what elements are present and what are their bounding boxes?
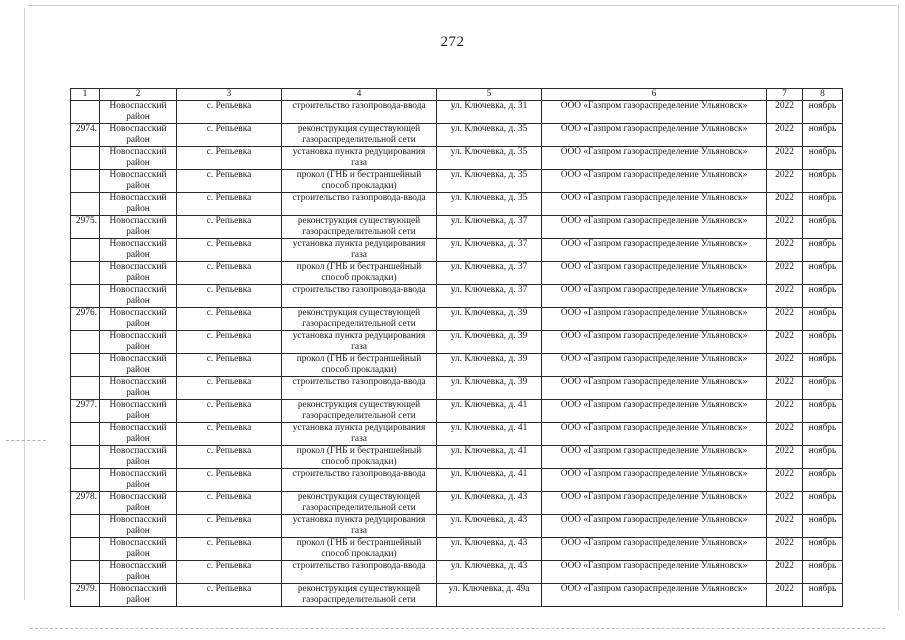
- row-number-cell: [71, 354, 100, 377]
- row-number-cell: [71, 170, 100, 193]
- address-cell: ул. Ключевка, д. 41: [437, 446, 542, 469]
- table-row: [71, 354, 843, 377]
- table-row: [71, 515, 843, 538]
- row-number-cell: [71, 446, 100, 469]
- address-cell: ул. Ключевка, д. 39: [437, 377, 542, 400]
- district-cell: Новоспасский район: [100, 147, 177, 170]
- organization-cell: ООО «Газпром газораспределение Ульяновск»: [542, 400, 767, 423]
- village-cell: с. Репьевка: [177, 124, 282, 147]
- address-cell: ул. Ключевка, д. 39: [437, 331, 542, 354]
- village-cell: с. Репьевка: [177, 216, 282, 239]
- year-cell: 2022: [767, 538, 803, 561]
- organization-cell: ООО «Газпром газораспределение Ульяновск»: [542, 492, 767, 515]
- district-cell: Новоспасский район: [100, 515, 177, 538]
- organization-cell: ООО «Газпром газораспределение Ульяновск»: [542, 308, 767, 331]
- year-cell: 2022: [767, 492, 803, 515]
- month-cell: ноябрь: [803, 446, 843, 469]
- organization-cell: ООО «Газпром газораспределение Ульяновск»: [542, 170, 767, 193]
- work-type-cell: строительство газопровода-ввода: [282, 285, 437, 308]
- organization-cell: ООО «Газпром газораспределение Ульяновск»: [542, 354, 767, 377]
- month-cell: ноябрь: [803, 377, 843, 400]
- organization-cell: ООО «Газпром газораспределение Ульяновск»: [542, 147, 767, 170]
- month-cell: ноябрь: [803, 193, 843, 216]
- organization-cell: ООО «Газпром газораспределение Ульяновск»: [542, 469, 767, 492]
- table-row: [71, 147, 843, 170]
- year-cell: 2022: [767, 515, 803, 538]
- village-cell: с. Репьевка: [177, 308, 282, 331]
- year-cell: 2022: [767, 446, 803, 469]
- address-cell: ул. Ключевка, д. 39: [437, 354, 542, 377]
- village-cell: с. Репьевка: [177, 147, 282, 170]
- month-cell: ноябрь: [803, 124, 843, 147]
- row-number-cell: 2975.: [71, 216, 100, 239]
- year-cell: 2022: [767, 101, 803, 124]
- month-cell: ноябрь: [803, 423, 843, 446]
- month-cell: ноябрь: [803, 147, 843, 170]
- organization-cell: ООО «Газпром газораспределение Ульяновск»: [542, 216, 767, 239]
- work-type-cell: установка пункта редуцирования газа: [282, 515, 437, 538]
- scan-edge-top: [28, 5, 897, 6]
- column-header: 7: [767, 89, 803, 101]
- address-cell: ул. Ключевка, д. 37: [437, 262, 542, 285]
- table-row: [71, 492, 843, 515]
- month-cell: ноябрь: [803, 216, 843, 239]
- organization-cell: ООО «Газпром газораспределение Ульяновск»: [542, 446, 767, 469]
- table-row: [71, 239, 843, 262]
- work-type-cell: реконструкция существующей газораспределительной сети: [282, 584, 437, 607]
- month-cell: ноябрь: [803, 492, 843, 515]
- row-number-cell: 2976.: [71, 308, 100, 331]
- year-cell: 2022: [767, 124, 803, 147]
- organization-cell: ООО «Газпром газораспределение Ульяновск»: [542, 239, 767, 262]
- row-number-cell: [71, 331, 100, 354]
- column-header: 5: [437, 89, 542, 101]
- work-type-cell: установка пункта редуцирования газа: [282, 147, 437, 170]
- organization-cell: ООО «Газпром газораспределение Ульяновск»: [542, 377, 767, 400]
- year-cell: 2022: [767, 331, 803, 354]
- village-cell: с. Репьевка: [177, 170, 282, 193]
- month-cell: ноябрь: [803, 239, 843, 262]
- table-row: [71, 538, 843, 561]
- village-cell: с. Репьевка: [177, 331, 282, 354]
- year-cell: 2022: [767, 147, 803, 170]
- scan-edge-left: [24, 8, 25, 600]
- address-cell: ул. Ключевка, д. 41: [437, 400, 542, 423]
- year-cell: 2022: [767, 377, 803, 400]
- village-cell: с. Репьевка: [177, 239, 282, 262]
- village-cell: с. Репьевка: [177, 400, 282, 423]
- row-number-cell: [71, 101, 100, 124]
- address-cell: ул. Ключевка, д. 41: [437, 469, 542, 492]
- organization-cell: ООО «Газпром газораспределение Ульяновск»: [542, 515, 767, 538]
- village-cell: с. Репьевка: [177, 492, 282, 515]
- table-row: [71, 469, 843, 492]
- month-cell: ноябрь: [803, 400, 843, 423]
- address-cell: ул. Ключевка, д. 37: [437, 285, 542, 308]
- table-row: [71, 446, 843, 469]
- district-cell: Новоспасский район: [100, 124, 177, 147]
- table-row: [71, 193, 843, 216]
- organization-cell: ООО «Газпром газораспределение Ульяновск»: [542, 285, 767, 308]
- village-cell: с. Репьевка: [177, 193, 282, 216]
- village-cell: с. Репьевка: [177, 262, 282, 285]
- work-type-cell: реконструкция существующей газораспределительной сети: [282, 216, 437, 239]
- work-type-cell: строительство газопровода-ввода: [282, 377, 437, 400]
- village-cell: с. Репьевка: [177, 423, 282, 446]
- work-type-cell: прокол (ГНБ и бестраншейный способ прокладки): [282, 538, 437, 561]
- work-type-cell: установка пункта редуцирования газа: [282, 423, 437, 446]
- table-row: [71, 561, 843, 584]
- month-cell: ноябрь: [803, 262, 843, 285]
- work-type-cell: строительство газопровода-ввода: [282, 101, 437, 124]
- address-cell: ул. Ключевка, д. 35: [437, 124, 542, 147]
- month-cell: ноябрь: [803, 331, 843, 354]
- organization-cell: ООО «Газпром газораспределение Ульяновск»: [542, 262, 767, 285]
- district-cell: Новоспасский район: [100, 285, 177, 308]
- work-type-cell: прокол (ГНБ и бестраншейный способ прокладки): [282, 446, 437, 469]
- month-cell: ноябрь: [803, 170, 843, 193]
- address-cell: ул. Ключевка, д. 37: [437, 216, 542, 239]
- table-row: [71, 262, 843, 285]
- year-cell: 2022: [767, 308, 803, 331]
- month-cell: ноябрь: [803, 308, 843, 331]
- table-row: [71, 423, 843, 446]
- column-header: 6: [542, 89, 767, 101]
- scan-artifact-mark: [6, 440, 46, 441]
- table-row: [71, 170, 843, 193]
- row-number-cell: [71, 515, 100, 538]
- year-cell: 2022: [767, 469, 803, 492]
- district-cell: Новоспасский район: [100, 469, 177, 492]
- work-type-cell: строительство газопровода-ввода: [282, 561, 437, 584]
- table-header-row: [71, 89, 843, 101]
- row-number-cell: [71, 561, 100, 584]
- table-row: [71, 377, 843, 400]
- district-cell: Новоспасский район: [100, 538, 177, 561]
- organization-cell: ООО «Газпром газораспределение Ульяновск»: [542, 423, 767, 446]
- address-cell: ул. Ключевка, д. 31: [437, 101, 542, 124]
- organization-cell: ООО «Газпром газораспределение Ульяновск»: [542, 584, 767, 607]
- work-type-cell: прокол (ГНБ и бестраншейный способ прокладки): [282, 262, 437, 285]
- scan-bottom-edge: [30, 628, 885, 629]
- year-cell: 2022: [767, 354, 803, 377]
- row-number-cell: [71, 193, 100, 216]
- year-cell: 2022: [767, 216, 803, 239]
- row-number-cell: [71, 262, 100, 285]
- year-cell: 2022: [767, 193, 803, 216]
- month-cell: ноябрь: [803, 285, 843, 308]
- work-type-cell: строительство газопровода-ввода: [282, 193, 437, 216]
- column-header: 2: [100, 89, 177, 101]
- organization-cell: ООО «Газпром газораспределение Ульяновск»: [542, 124, 767, 147]
- row-number-cell: [71, 423, 100, 446]
- work-type-cell: установка пункта редуцирования газа: [282, 239, 437, 262]
- address-cell: ул. Ключевка, д. 43: [437, 538, 542, 561]
- work-type-cell: установка пункта редуцирования газа: [282, 331, 437, 354]
- village-cell: с. Репьевка: [177, 584, 282, 607]
- village-cell: с. Репьевка: [177, 354, 282, 377]
- organization-cell: ООО «Газпром газораспределение Ульяновск»: [542, 561, 767, 584]
- district-cell: Новоспасский район: [100, 561, 177, 584]
- village-cell: с. Репьевка: [177, 469, 282, 492]
- address-cell: ул. Ключевка, д. 39: [437, 308, 542, 331]
- village-cell: с. Репьевка: [177, 515, 282, 538]
- table-row: [71, 216, 843, 239]
- row-number-cell: 2979.: [71, 584, 100, 607]
- table-row: [71, 101, 843, 124]
- district-cell: Новоспасский район: [100, 262, 177, 285]
- work-type-cell: реконструкция существующей газораспределительной сети: [282, 492, 437, 515]
- village-cell: с. Репьевка: [177, 377, 282, 400]
- work-type-cell: строительство газопровода-ввода: [282, 469, 437, 492]
- month-cell: ноябрь: [803, 584, 843, 607]
- row-number-cell: [71, 538, 100, 561]
- work-type-cell: реконструкция существующей газораспределительной сети: [282, 308, 437, 331]
- row-number-cell: 2978.: [71, 492, 100, 515]
- row-number-cell: [71, 239, 100, 262]
- gasification-schedule-table: [70, 88, 843, 607]
- column-header: 3: [177, 89, 282, 101]
- district-cell: Новоспасский район: [100, 377, 177, 400]
- page-number: 272: [440, 34, 465, 50]
- table-row: [71, 584, 843, 607]
- scan-edge-right: [898, 5, 899, 610]
- year-cell: 2022: [767, 239, 803, 262]
- address-cell: ул. Ключевка, д. 41: [437, 423, 542, 446]
- year-cell: 2022: [767, 285, 803, 308]
- year-cell: 2022: [767, 262, 803, 285]
- row-number-cell: [71, 147, 100, 170]
- column-header: 8: [803, 89, 843, 101]
- district-cell: Новоспасский район: [100, 308, 177, 331]
- address-cell: ул. Ключевка, д. 35: [437, 193, 542, 216]
- address-cell: ул. Ключевка, д. 37: [437, 239, 542, 262]
- organization-cell: ООО «Газпром газораспределение Ульяновск»: [542, 538, 767, 561]
- address-cell: ул. Ключевка, д. 49а: [437, 584, 542, 607]
- district-cell: Новоспасский район: [100, 193, 177, 216]
- address-cell: ул. Ключевка, д. 43: [437, 561, 542, 584]
- work-type-cell: реконструкция существующей газораспределительной сети: [282, 400, 437, 423]
- address-cell: ул. Ключевка, д. 43: [437, 515, 542, 538]
- district-cell: Новоспасский район: [100, 331, 177, 354]
- row-number-cell: 2974.: [71, 124, 100, 147]
- district-cell: Новоспасский район: [100, 101, 177, 124]
- year-cell: 2022: [767, 584, 803, 607]
- month-cell: ноябрь: [803, 354, 843, 377]
- month-cell: ноябрь: [803, 101, 843, 124]
- work-type-cell: реконструкция существующей газораспределительной сети: [282, 124, 437, 147]
- column-header: 1: [71, 89, 100, 101]
- district-cell: Новоспасский район: [100, 354, 177, 377]
- month-cell: ноябрь: [803, 515, 843, 538]
- address-cell: ул. Ключевка, д. 43: [437, 492, 542, 515]
- district-cell: Новоспасский район: [100, 584, 177, 607]
- district-cell: Новоспасский район: [100, 216, 177, 239]
- address-cell: ул. Ключевка, д. 35: [437, 147, 542, 170]
- district-cell: Новоспасский район: [100, 170, 177, 193]
- organization-cell: ООО «Газпром газораспределение Ульяновск»: [542, 193, 767, 216]
- table-row: [71, 308, 843, 331]
- village-cell: с. Репьевка: [177, 446, 282, 469]
- work-type-cell: прокол (ГНБ и бестраншейный способ прокладки): [282, 354, 437, 377]
- table-row: [71, 331, 843, 354]
- village-cell: с. Репьевка: [177, 285, 282, 308]
- table-row: [71, 285, 843, 308]
- district-cell: Новоспасский район: [100, 400, 177, 423]
- organization-cell: ООО «Газпром газораспределение Ульяновск»: [542, 101, 767, 124]
- row-number-cell: [71, 285, 100, 308]
- organization-cell: ООО «Газпром газораспределение Ульяновск»: [542, 331, 767, 354]
- address-cell: ул. Ключевка, д. 35: [437, 170, 542, 193]
- village-cell: с. Репьевка: [177, 561, 282, 584]
- district-cell: Новоспасский район: [100, 492, 177, 515]
- table-row: [71, 124, 843, 147]
- table-row: [71, 400, 843, 423]
- column-header: 4: [282, 89, 437, 101]
- month-cell: ноябрь: [803, 538, 843, 561]
- village-cell: с. Репьевка: [177, 101, 282, 124]
- district-cell: Новоспасский район: [100, 239, 177, 262]
- month-cell: ноябрь: [803, 561, 843, 584]
- year-cell: 2022: [767, 423, 803, 446]
- month-cell: ноябрь: [803, 469, 843, 492]
- row-number-cell: [71, 377, 100, 400]
- year-cell: 2022: [767, 561, 803, 584]
- district-cell: Новоспасский район: [100, 423, 177, 446]
- row-number-cell: [71, 469, 100, 492]
- table-body: [71, 101, 843, 607]
- year-cell: 2022: [767, 170, 803, 193]
- district-cell: Новоспасский район: [100, 446, 177, 469]
- village-cell: с. Репьевка: [177, 538, 282, 561]
- year-cell: 2022: [767, 400, 803, 423]
- work-type-cell: прокол (ГНБ и бестраншейный способ прокладки): [282, 170, 437, 193]
- row-number-cell: 2977.: [71, 400, 100, 423]
